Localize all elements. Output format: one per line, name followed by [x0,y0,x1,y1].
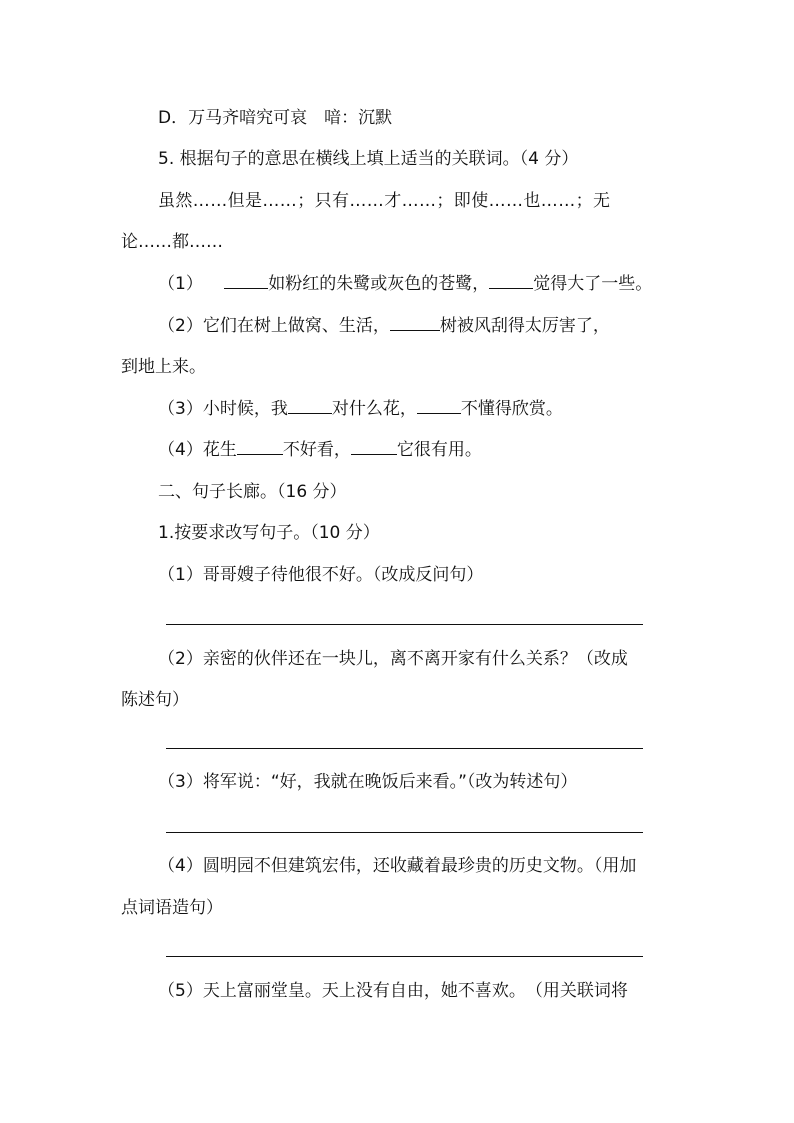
rewrite-item-4: （4）圆明园不但建筑宏伟，还收藏着最珍贵的历史文物。（用加 [158,856,637,876]
fill-blank[interactable] [351,439,397,455]
item-text: 不好看， [282,440,351,460]
q5-item-3 [158,398,563,420]
fill-blank[interactable] [288,398,332,414]
q5-item-2-cont: 到地上来。 [121,357,206,377]
item-text: 它们在树上做窝、生活， [202,316,390,336]
rewrite-item-4-cont: 点词语造句） [121,898,223,918]
answer-line[interactable] [166,624,643,625]
fill-blank[interactable] [489,273,533,289]
item-text: 觉得大了一些。 [533,274,653,294]
item-text: 树被风刮得太厉害了， [439,316,610,336]
answer-line[interactable] [166,748,643,749]
item-text: 如粉红的朱鹭或灰色的苍鹭， [268,274,490,294]
fill-blank[interactable] [224,273,268,289]
item-text: 不懂得欣赏。 [460,399,563,419]
rewrite-item-5: （5）天上富丽堂皇。天上没有自由，她不喜欢。 （用关联词将 [158,981,628,1001]
fill-blank[interactable] [390,315,440,331]
section2-title: 二、句子长廊。（16 分） [158,482,347,502]
fill-blank[interactable] [417,398,461,414]
item-number: （3） [158,399,203,419]
answer-line[interactable] [166,832,643,833]
q1-title: 1.按要求改写句子。（10 分） [158,523,380,543]
item-number: （1） [158,274,203,294]
item-number: （2） [158,316,203,336]
item-text: 它很有用。 [396,440,482,460]
answer-line[interactable] [166,956,643,957]
item-text: 花生 [202,440,237,460]
option-d: D．万马齐喑究可哀 喑：沉默 [158,108,393,128]
q5-item-4 [158,439,482,461]
q5-item-1 [158,273,652,295]
item-text: 小时候，我 [202,399,288,419]
rewrite-item-2-cont: 陈述句） [121,690,189,710]
q5-title: 5. 根据句子的意思在横线上填上适当的关联词。（4 分） [158,149,579,169]
q5-options-line2: 论……都…… [121,232,223,252]
item-text: 对什么花， [331,399,417,419]
rewrite-item-2: （2）亲密的伙伴还在一块儿，离不离开家有什么关系？（改成 [158,649,628,669]
item-number: （4） [158,440,203,460]
rewrite-item-3: （3）将军说：“好，我就在晚饭后来看。”（改为转述句） [158,772,578,792]
rewrite-item-1: （1）哥哥嫂子待他很不好。（改成反问句） [158,565,484,585]
q5-options-line1: 虽然……但是……；只有……才……；即使……也……；无 [158,191,611,211]
fill-blank[interactable] [237,439,283,455]
q5-item-2 [158,315,610,337]
